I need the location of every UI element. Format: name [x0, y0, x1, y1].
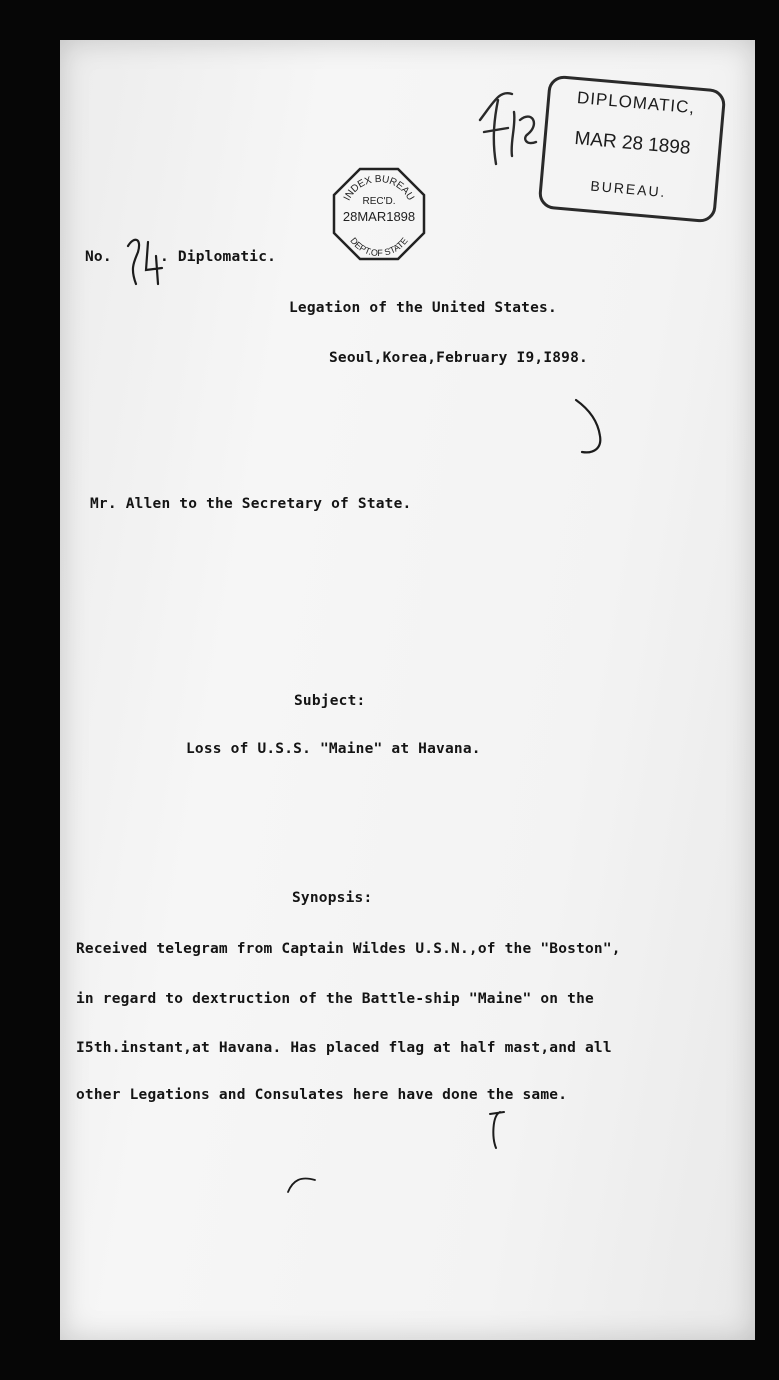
subject-heading: Subject:	[294, 693, 366, 709]
stamp-index-date: 28MAR1898	[342, 209, 416, 224]
stamp-arc-top: INDEX BUREAU	[341, 173, 417, 203]
synopsis-line-4: other Legations and Consulates here have done the same.	[76, 1087, 568, 1103]
handwritten-file-note	[470, 80, 550, 170]
stamp-arc-bottom: DEPT.OF STATE	[348, 235, 410, 259]
diplomatic-bureau-stamp	[537, 74, 726, 223]
handwritten-bracket	[570, 396, 610, 458]
subject-text: Loss of U.S.S. "Maine" at Havana.	[186, 741, 481, 757]
synopsis-line-1: Received telegram from Captain Wildes U.S.N.,of the "Boston",	[76, 941, 621, 957]
place-and-date: Seoul,Korea,February I9,I898.	[329, 350, 588, 366]
svg-text:DEPT.OF STATE	[348, 236, 409, 259]
index-bureau-stamp	[330, 165, 428, 263]
synopsis-line-2: in regard to dextruction of the Battle-ship "Maine" on the	[76, 991, 594, 1007]
synopsis-heading: Synopsis:	[292, 890, 373, 906]
pencil-mark	[486, 1108, 510, 1152]
letter-type: . Diplomatic.	[160, 249, 277, 265]
stamp-date: MAR 28 1898	[573, 127, 692, 160]
stamp-received: REC'D.	[362, 196, 396, 207]
synopsis-line-3: I5th.instant,at Havana. Has placed flag at half mast,and all	[76, 1040, 612, 1056]
stamp-line-1: DIPLOMATIC,	[576, 88, 696, 118]
sender-recipient: Mr. Allen to the Secretary of State.	[90, 496, 412, 512]
letter-number-label: No.	[85, 249, 112, 265]
pencil-mark	[285, 1172, 319, 1196]
legation-heading: Legation of the United States.	[289, 300, 557, 316]
stamp-line-3: BUREAU.	[589, 177, 668, 201]
